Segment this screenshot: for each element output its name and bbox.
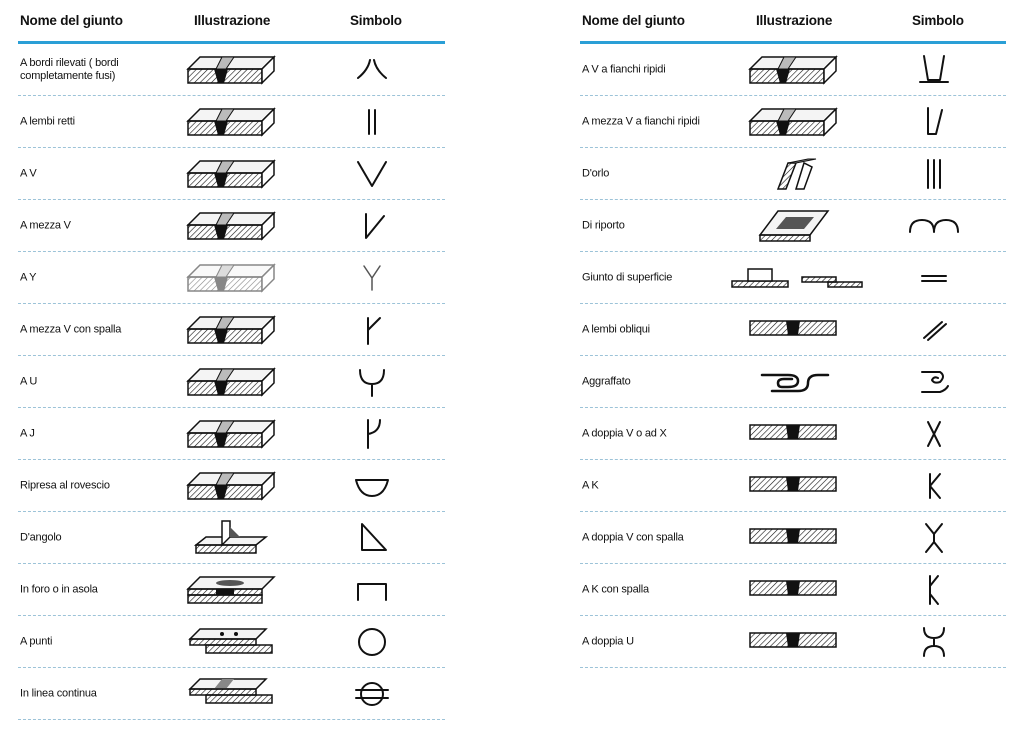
table-row xyxy=(580,96,1006,148)
half-v-symbol-icon xyxy=(354,208,390,244)
backing-run-illustration xyxy=(186,467,276,505)
table-row xyxy=(18,668,445,720)
double-u-symbol-icon xyxy=(916,624,952,660)
table-row xyxy=(580,616,1006,668)
joint-name: Ripresa al rovescio xyxy=(20,479,110,491)
j-symbol-icon xyxy=(354,416,390,452)
table-row xyxy=(18,200,445,252)
joint-name: A bordi rilevati ( bordi completamente fusi) xyxy=(20,56,119,82)
right-joint-table xyxy=(580,0,1006,668)
inclined-symbol-icon xyxy=(916,312,952,348)
fold-symbol-icon xyxy=(916,364,952,400)
j-butt-illustration xyxy=(186,415,276,453)
steep-half-v-symbol-icon xyxy=(916,104,952,140)
y-butt-illustration xyxy=(186,259,276,297)
triple-line-symbol-icon xyxy=(916,156,952,192)
left-joint-table xyxy=(18,0,445,720)
steep-v-symbol-icon xyxy=(916,52,952,88)
double-line-symbol-icon xyxy=(354,104,390,140)
seam-illustration xyxy=(186,675,276,713)
k-shoulder-symbol-icon xyxy=(916,572,952,608)
joint-name: A mezza V xyxy=(20,219,71,231)
plug-symbol-icon xyxy=(354,572,390,608)
table-row xyxy=(580,460,1006,512)
fillet-symbol-icon xyxy=(354,520,390,556)
table-row xyxy=(580,408,1006,460)
y-symbol-icon xyxy=(354,260,390,296)
table-row xyxy=(18,356,445,408)
table-row xyxy=(580,304,1006,356)
joint-name: D'angolo xyxy=(20,531,62,543)
double-y-symbol-icon xyxy=(916,520,952,556)
seam-symbol-icon xyxy=(354,676,390,712)
joint-name: A K con spalla xyxy=(582,583,649,595)
square-butt-illustration xyxy=(186,103,276,141)
table-row xyxy=(18,616,445,668)
joint-name: A lembi retti xyxy=(20,115,75,127)
table-row xyxy=(580,564,1006,616)
fillet-illustration xyxy=(186,519,276,557)
spot-illustration xyxy=(186,623,276,661)
left-table-header xyxy=(18,0,445,44)
k-shoulder-illustration xyxy=(748,571,838,609)
joint-name: D'orlo xyxy=(582,167,610,179)
header-name: Nome del giunto xyxy=(20,13,123,28)
circle-symbol-icon xyxy=(354,624,390,660)
table-row xyxy=(580,252,1006,304)
header-symbol: Simbolo xyxy=(912,13,964,28)
joint-name: In linea continua xyxy=(20,687,97,699)
table-row xyxy=(580,200,1006,252)
table-row xyxy=(580,512,1006,564)
joint-name: A punti xyxy=(20,635,53,647)
half-v-shoulder-illustration xyxy=(186,311,276,349)
k-symbol-icon xyxy=(916,468,952,504)
flanged-symbol-icon xyxy=(354,52,390,88)
surface-symbol-icon xyxy=(916,260,952,296)
table-row xyxy=(18,408,445,460)
table-row xyxy=(18,304,445,356)
double-v-illustration xyxy=(748,415,838,453)
surfacing-illustration xyxy=(748,207,838,245)
joint-name: A U xyxy=(20,375,38,387)
header-symbol: Simbolo xyxy=(350,13,402,28)
joint-name: A J xyxy=(20,427,35,439)
surfacing-symbol-icon xyxy=(916,208,952,244)
u-symbol-icon xyxy=(354,364,390,400)
joint-name: Giunto di superficie xyxy=(582,271,673,283)
table-row xyxy=(18,96,445,148)
v-symbol-icon xyxy=(354,156,390,192)
table-row xyxy=(18,148,445,200)
double-v-shoulder-illustration xyxy=(748,519,838,557)
table-row xyxy=(580,356,1006,408)
joint-name: A doppia V o ad X xyxy=(582,427,667,439)
inclined-illustration xyxy=(748,311,838,349)
joint-name: Di riporto xyxy=(582,219,625,231)
joint-name: A V xyxy=(20,167,37,179)
flange-joint-illustration xyxy=(186,51,276,89)
table-row xyxy=(580,148,1006,200)
table-row xyxy=(18,564,445,616)
table-row xyxy=(18,512,445,564)
header-illustration: Illustrazione xyxy=(756,13,833,28)
joint-name: A K xyxy=(582,479,599,491)
double-u-illustration xyxy=(748,623,838,661)
surface-joint-illustration xyxy=(748,259,838,297)
right-table-header xyxy=(580,0,1006,44)
x-symbol-icon xyxy=(916,416,952,452)
joint-name: A doppia V con spalla xyxy=(582,531,684,543)
half-v-illustration xyxy=(186,207,276,245)
table-row xyxy=(18,460,445,512)
joint-name: In foro o in asola xyxy=(20,583,98,595)
u-butt-illustration xyxy=(186,363,276,401)
k-illustration xyxy=(748,467,838,505)
header-name: Nome del giunto xyxy=(582,13,685,28)
joint-name: A doppia U xyxy=(582,635,634,647)
fold-illustration xyxy=(748,363,838,401)
table-row xyxy=(18,44,445,96)
steep-v-illustration xyxy=(748,51,838,89)
joint-name: Aggraffato xyxy=(582,375,631,387)
edge-illustration xyxy=(748,155,838,193)
steep-half-v-illustration xyxy=(748,103,838,141)
table-row xyxy=(580,44,1006,96)
joint-name: A lembi obliqui xyxy=(582,323,650,335)
plug-illustration xyxy=(186,571,276,609)
header-illustration: Illustrazione xyxy=(194,13,271,28)
backing-symbol-icon xyxy=(354,468,390,504)
v-butt-illustration xyxy=(186,155,276,193)
joint-name: A V a fianchi ripidi xyxy=(582,63,666,75)
half-v-shoulder-symbol-icon xyxy=(354,312,390,348)
joint-name: A mezza V a fianchi ripidi xyxy=(582,115,700,127)
joint-name: A mezza V con spalla xyxy=(20,323,122,335)
table-row xyxy=(18,252,445,304)
joint-name: A Y xyxy=(20,271,37,283)
